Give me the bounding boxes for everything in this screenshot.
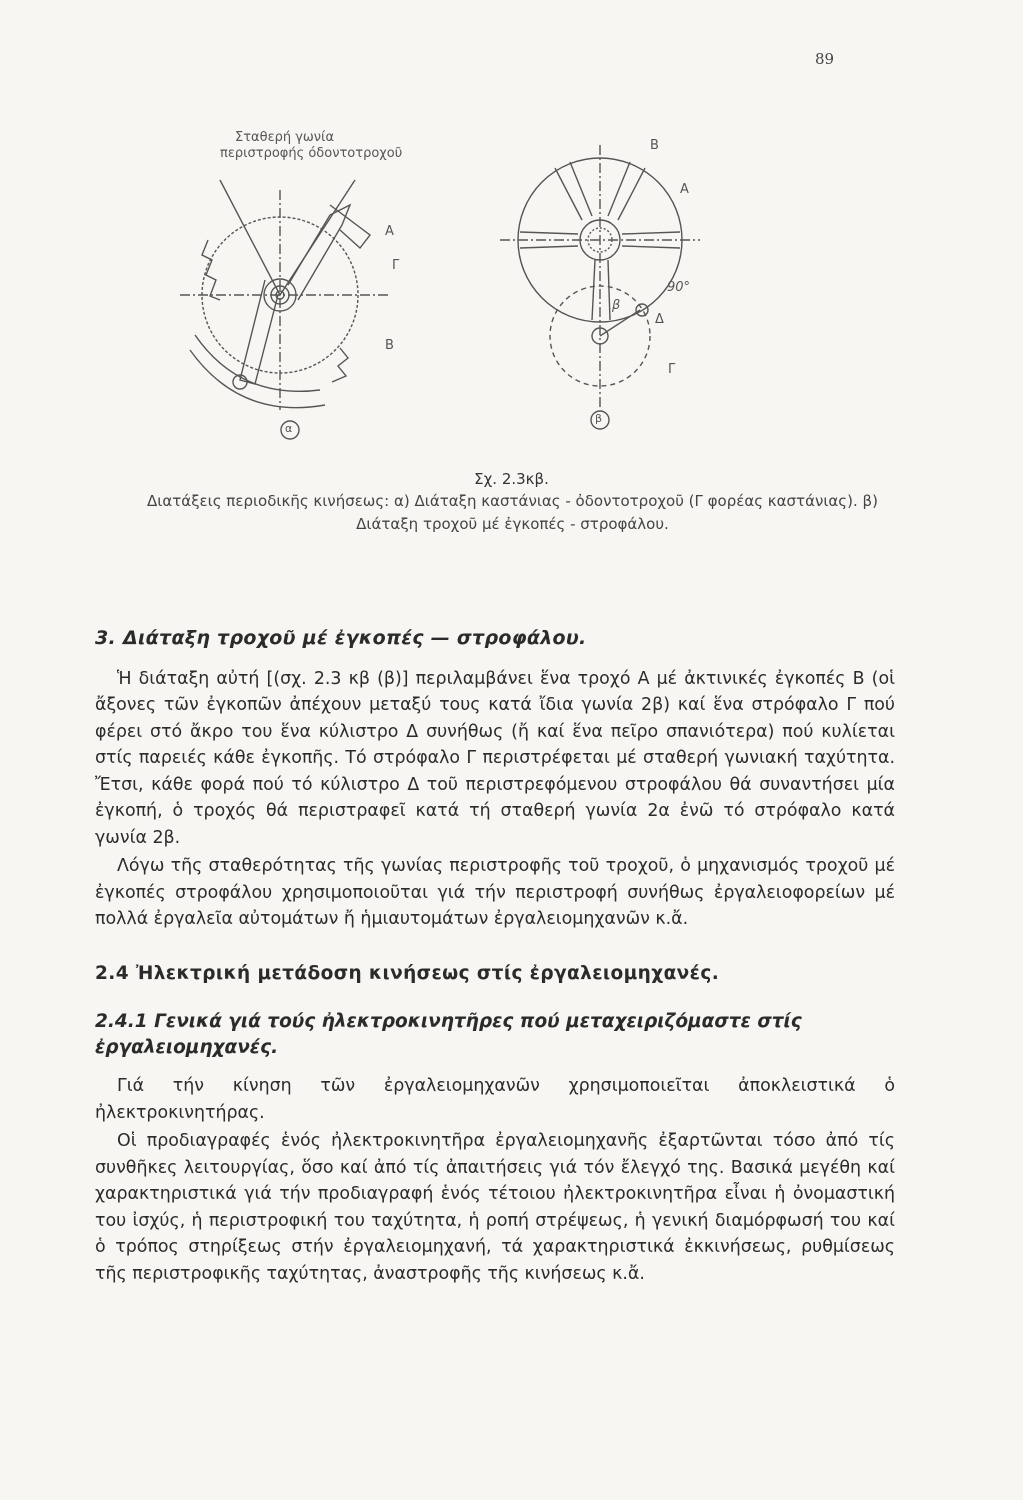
fig-label-beta: β: [612, 298, 621, 313]
fig-label-a: α: [285, 422, 293, 435]
fig-label-B-left: Β: [385, 338, 394, 353]
fig-label-fixed-angle: Σταθερή γωνία: [235, 130, 335, 145]
section-2-4-1-paragraph-2: Οἱ προδιαγραφές ἑνός ἠλεκτροκινητῆρα ἐργαλειομηχανῆς ἐξαρτῶνται τόσο ἀπό τίς συνθῆκες λειτουργίας, ὅσο καί ἀπό τίς ἀπαιτήσεις γιά τόν ἔλεγχό της. Βασικά μεγέθη καί χαρακτηριστικά γιά τήν προδιαγραφή ἑνός τέτοιου ἠλεκτροκινητῆρα εἶναι ἡ ὀνομαστική του ἰσχύς, ἡ περιστροφική του ταχύτητα, ἡ ροπή στρέψεως, ἡ γενική διαμόρφωσή του καί ὁ τρόπος στηρίξεως στήν ἐργαλειομηχανή, τά χαρακτηριστικά ἐκκινήσεως, ρυθμίσεως τῆς περιστροφικῆς ταχύτητας, ἀναστροφῆς τῆς κινήσεως κ.ἄ.: [95, 1131, 895, 1284]
fig-label-B-right: Β: [650, 138, 659, 153]
fig-label-G-left: Γ: [392, 258, 400, 273]
fig-label-A-right: Α: [680, 182, 689, 197]
section-3-paragraph-1: Ἡ διάταξη αὐτή [(σχ. 2.3 κβ (β)] περιλαμβάνει ἕνα τροχό Α μέ ἀκτινικές ἐγκοπές Β (οἱ ἄξονες τῶν ἐγκοπῶν ἀπέχουν μεταξύ τους κατά ἴδια γωνία 2β) καί ἕνα στρόφαλο Γ πού φέρει στό ἄκρο του ἕνα κύλιστρο Δ συνήθως (ἤ καί ἕνα πεῖρο σπανιότερα) πού κυλίεται στίς παρειές κάθε ἐγκοπῆς. Τό στρόφαλο Γ περιστρέφεται μέ σταθερή γωνιακή ταχύτητα. Ἔτσι, κάθε φορά πού τό κύλιστρο Δ τοῦ περιστρεφόμενου στροφάλου θά συναντήσει μία ἐγκοπή, ὁ τροχός θά περιστραφεῖ κατά τή σταθερή γωνία 2α ἐνῶ τό στρόφαλο κατά γωνία 2β.: [95, 668, 895, 848]
page-body: [95, 625, 895, 1289]
figure-2-3kb: [180, 120, 700, 455]
mechanism-diagram: [180, 120, 700, 455]
figure-caption: Διατάξεις περιοδικῆς κινήσεως: α) Διάταξη καστάνιας - ὀδοντοτροχοῦ (Γ φορέας καστάνιας). β) Διάταξη τροχοῦ μέ ἐγκοπές - στροφάλου.: [147, 492, 878, 533]
figure-caption-number: Σχ. 2.3κβ.: [474, 470, 549, 488]
section-2-4-1-paragraph-1: Γιά τήν κίνηση τῶν ἐργαλειομηχανῶν χρησιμοποιεῖται ἀποκλειστικά ὁ ἠλεκτροκινητήρας.: [95, 1076, 895, 1123]
fig-label-90: 90°: [667, 280, 691, 295]
section-2-4-heading: 2.4 Ἠλεκτρική μετάδοση κινήσεως στίς ἐργαλειομηχανές.: [95, 962, 720, 984]
section-3-heading: 3. Διάταξη τροχοῦ μέ ἐγκοπές — στροφάλου.: [95, 627, 587, 649]
fig-label-D-right: Δ: [655, 312, 664, 327]
fig-label-G-right: Γ: [668, 362, 676, 377]
fig-label-A-left: Α: [385, 224, 394, 239]
fig-label-gear-rotation: περιστροφής όδοντοτροχοῦ: [220, 146, 403, 161]
fig-label-b: β: [595, 412, 603, 425]
section-2-4-1-heading: 2.4.1 Γενικά γιά τούς ἠλεκτροκινητῆρες πού μεταχειριζόμαστε στίς ἐργαλειομηχανές.: [95, 1011, 802, 1058]
page-number: 89: [815, 50, 835, 68]
ratchet-wheel-drawing: [180, 180, 390, 410]
section-3-paragraph-2: Λόγω τῆς σταθερότητας τῆς γωνίας περιστροφῆς τοῦ τροχοῦ, ὁ μηχανισμός τροχοῦ μέ ἐγκοπές στροφάλου χρησιμοποιοῦται γιά τήν περιστροφή συνήθως ἐργαλειοφορείων μέ πολλά ἐργαλεῖα αὐτομάτων ἤ ἡμιαυτομάτων ἐργαλειομηχανῶν κ.ἄ.: [95, 856, 895, 929]
